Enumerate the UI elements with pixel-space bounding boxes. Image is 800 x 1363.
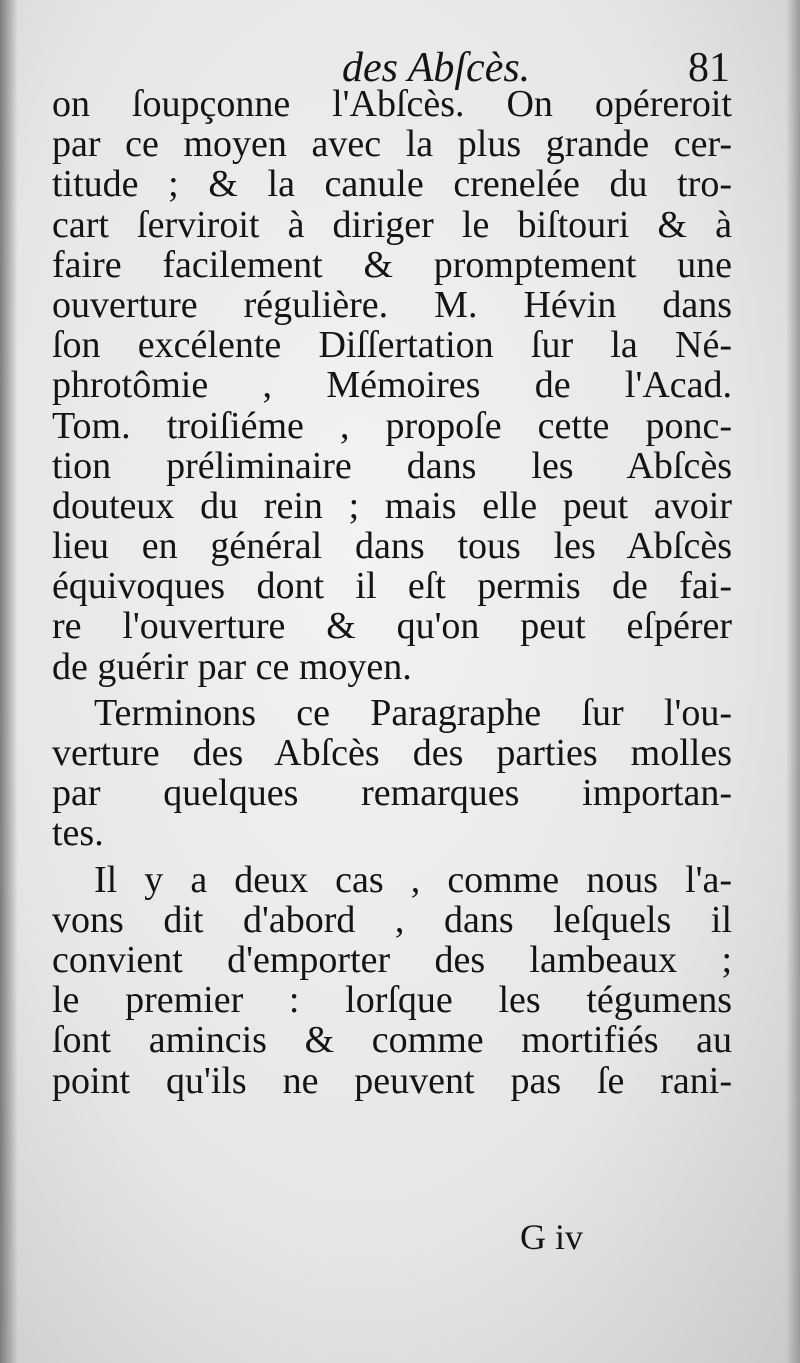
text-line: le premier : lorſque les tégumens <box>52 979 732 1022</box>
text-line: cart ſerviroit à diriger le biſtouri & à <box>52 203 732 246</box>
text-line: par quelques remarques importan- <box>52 772 732 815</box>
text-line: Tom. troiſiéme , propoſe cette ponc- <box>52 404 732 447</box>
text-line: tion préliminaire dans les Abſcès <box>52 444 732 487</box>
text-line: tes. <box>52 812 104 855</box>
text-line: lieu en général dans tous les Abſcès <box>52 525 732 568</box>
text-line: Terminons ce Paragraphe ſur l'ou- <box>94 691 732 734</box>
text-line: titude ; & la canule crenelée du tro- <box>52 163 732 206</box>
text-line: point qu'ils ne peuvent pas ſe rani- <box>52 1059 732 1102</box>
text-line: phrotômie , Mémoires de l'Acad. <box>52 364 732 407</box>
text-line: équivoques dont il eſt permis de fai- <box>52 565 732 608</box>
text-line: de guérir par ce moyen. <box>52 645 412 688</box>
text-line: on ſoupçonne l'Abſcès. On opéreroit <box>52 83 732 125</box>
text-line: ſont amincis & comme mortifiés au <box>52 1019 732 1062</box>
text-line: ſon excélente Diſſertation ſur la Né- <box>52 324 732 367</box>
text-line: par ce moyen avec la plus grande cer- <box>52 123 732 166</box>
text-line: verture des Abſcès des parties molles <box>52 732 732 774</box>
text-line: vons dit d'abord , dans leſquels il <box>52 898 732 941</box>
text-line: ouverture régulière. M. Hévin dans <box>52 283 732 326</box>
signature-mark: G iv <box>520 1217 583 1257</box>
text-line: Il y a deux cas , comme nous l'a- <box>94 858 732 901</box>
running-head: des Abſcès. <box>342 45 531 91</box>
text-line: convient d'emporter des lambeaux ; <box>52 938 732 981</box>
page-number: 81 <box>688 45 730 91</box>
text-line: douteux du rein ; mais elle peut avoir <box>52 484 732 527</box>
body-text <box>52 84 732 1101</box>
text-line: faire facilement & promptement une <box>52 243 732 286</box>
text-line: re l'ouverture & qu'on peut eſpérer <box>52 605 732 648</box>
